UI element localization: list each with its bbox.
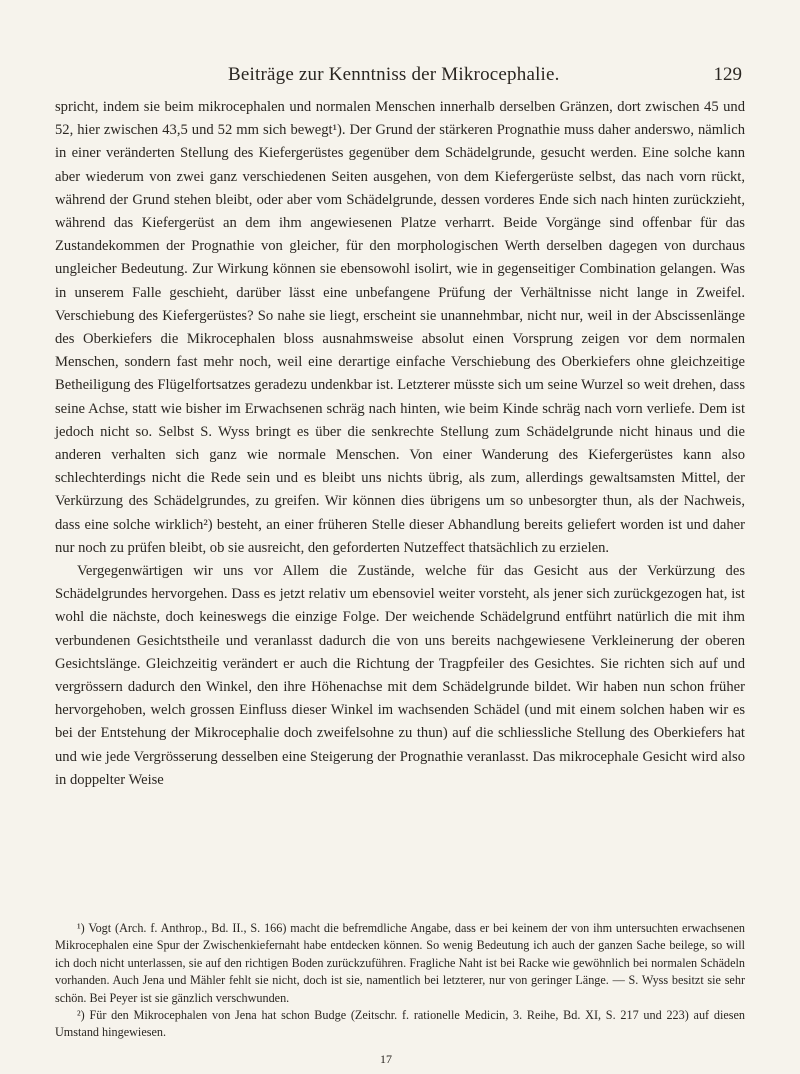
footnote: ²) Für den Mikrocephalen von Jena hat schon Budge (Zeitschr. f. rationelle Medicin, 3. Reihe, Bd. XI, S. 217 und 223) auf diesen Umstand hingewiesen. bbox=[55, 1008, 745, 1040]
running-head bbox=[0, 64, 800, 94]
footnotes bbox=[55, 920, 745, 1042]
running-title: Beiträge zur Kenntniss der Mikrocephalie. bbox=[228, 64, 560, 85]
page-number: 129 bbox=[713, 64, 742, 85]
footnote: ¹) Vogt (Arch. f. Anthrop., Bd. II., S. 166) macht die befremdliche Angabe, dass er bei keinem der von ihm untersuchten erwachsenen Mikrocephalen eine Spur der Zwischenkiefernaht habe entdecken können. So wenig Bedeutung ich auch der ganzen Sache beilege, so will ich doch nicht unterlassen, sie auf den richtigen Boden zurückzuführen. Fragliche Naht ist bei Racke wie gewöhnlich bei normalen Schädeln vorhanden. Auch Jena und Mähler fehlt sie nicht, doch ist sie, namentlich bei letzterer, nur von geringer Länge. — S. Wyss besitzt sie sehr schön. Bei Peyer ist sie gänzlich verschwunden. bbox=[55, 921, 745, 1005]
paragraph: spricht, indem sie beim mikrocephalen und normalen Menschen innerhalb derselben Gränzen, dort zwischen 45 und 52, hier zwischen 43,5 und 52 mm sich bewegt¹). Der Grund der stärkeren Prognathie muss daher anderswo, nämlich in einer veränderten Stellung des Kiefergerüstes gegenüber dem Schädelgrunde, gesucht werden. Eine solche kann aber wiederum von zwei ganz verschiedenen Seiten ausgehen, von dem Kiefergerüste selbst, das nach vorn rückt, während der Grund stehen bleibt, oder aber vom Schädelgrunde, dessen vorderes Ende sich nach hinten zurückzieht, während das Kiefergerüst an dem ihm angewiesenen Platze verharrt. Beide Vorgänge sind offenbar für das Zustandekommen der Prognathie von gleicher, für den morphologischen Werth derselben dagegen von durchaus ungleicher Bedeutung. Zur Wirkung können sie ebensowohl isolirt, wie in gegenseitiger Combination gelangen. Was in unserem Falle geschieht, darüber lässt eine unbefangene Prüfung der Verhältnisse nicht lange in Zweifel. Verschiebung des Kiefergerüstes? So nahe sie liegt, erscheint sie unannehmbar, nicht nur, weil in der Abscissenlänge des Oberkiefers die Mikrocephalen bloss ausnahmsweise absolut einen Vorsprung zeigen vor dem normalen Menschen, sondern fast mehr noch, weil eine derartige einfache Verschiebung des Oberkiefers ohne gleichzeitige Betheiligung des Flügelfortsatzes geradezu undenkbar ist. Letzterer müsste sich um seine Wurzel so weit drehen, dass seine Achse, statt wie bisher im Erwachsenen schräg nach hinten, wie beim Kinde schräg nach vorn verliefe. Dem ist jedoch nicht so. Selbst S. Wyss bringt es über die senkrechte Stellung zum Schädelgrunde nicht hinaus und die anderen verhalten sich ganz wie normale Menschen. Von einer Wanderung des Kiefergerüstes kann also schlechterdings nicht die Rede sein und es bleibt uns nichts übrig, als zum, allerdings gewaltsamsten Mittel, der Verkürzung des Schädelgrundes, zu greifen. Wir können dies übrigens um so unbesorgter thun, als der Nachweis, dass eine solche wirklich²) besteht, an einer früheren Stelle dieser Abhandlung bereits geliefert worden ist und daher nur noch zu prüfen bleibt, ob sie ausreicht, den geforderten Nutzeffect thatsächlich zu erzielen. bbox=[55, 99, 745, 556]
printer-signature: 17 bbox=[380, 1052, 392, 1066]
signature-line bbox=[0, 1052, 800, 1070]
paragraph: Vergegenwärtigen wir uns vor Allem die Zustände, welche für das Gesicht aus der Verkürzung des Schädelgrundes hervorgehen. Dass es jetzt relativ um ebensoviel weiter vorsteht, als jener sich zurückgezogen hat, ist wohl die nächste, doch keineswegs die einzige Folge. Der weichende Schädelgrund entführt natürlich die mit ihm verbundenen Gesichtstheile und veranlasst dadurch die von uns bereits nachgewiesene Verkleinerung der oberen Gesichtslänge. Gleichzeitig verändert er auch die Richtung der Tragpfeiler des Gesichtes. Sie richten sich auf und vergrössern dadurch den Winkel, den ihre Höhenachse mit dem Schädelgrunde bildet. Wir haben nun schon früher hervorgehoben, welch grossen Einfluss dieser Winkel im wachsenden Schädel (und mit einem solchen haben wir es bei der Entstehung der Mikrocephalie doch zweifelsohne zu thun) auf die schliessliche Stellung des Oberkiefers hat und wie jede Vergrösserung desselben eine Steigerung der Prognathie veranlasst. Das mikrocephale Gesicht wird also in doppelter Weise bbox=[55, 563, 745, 788]
main-text bbox=[55, 96, 745, 792]
